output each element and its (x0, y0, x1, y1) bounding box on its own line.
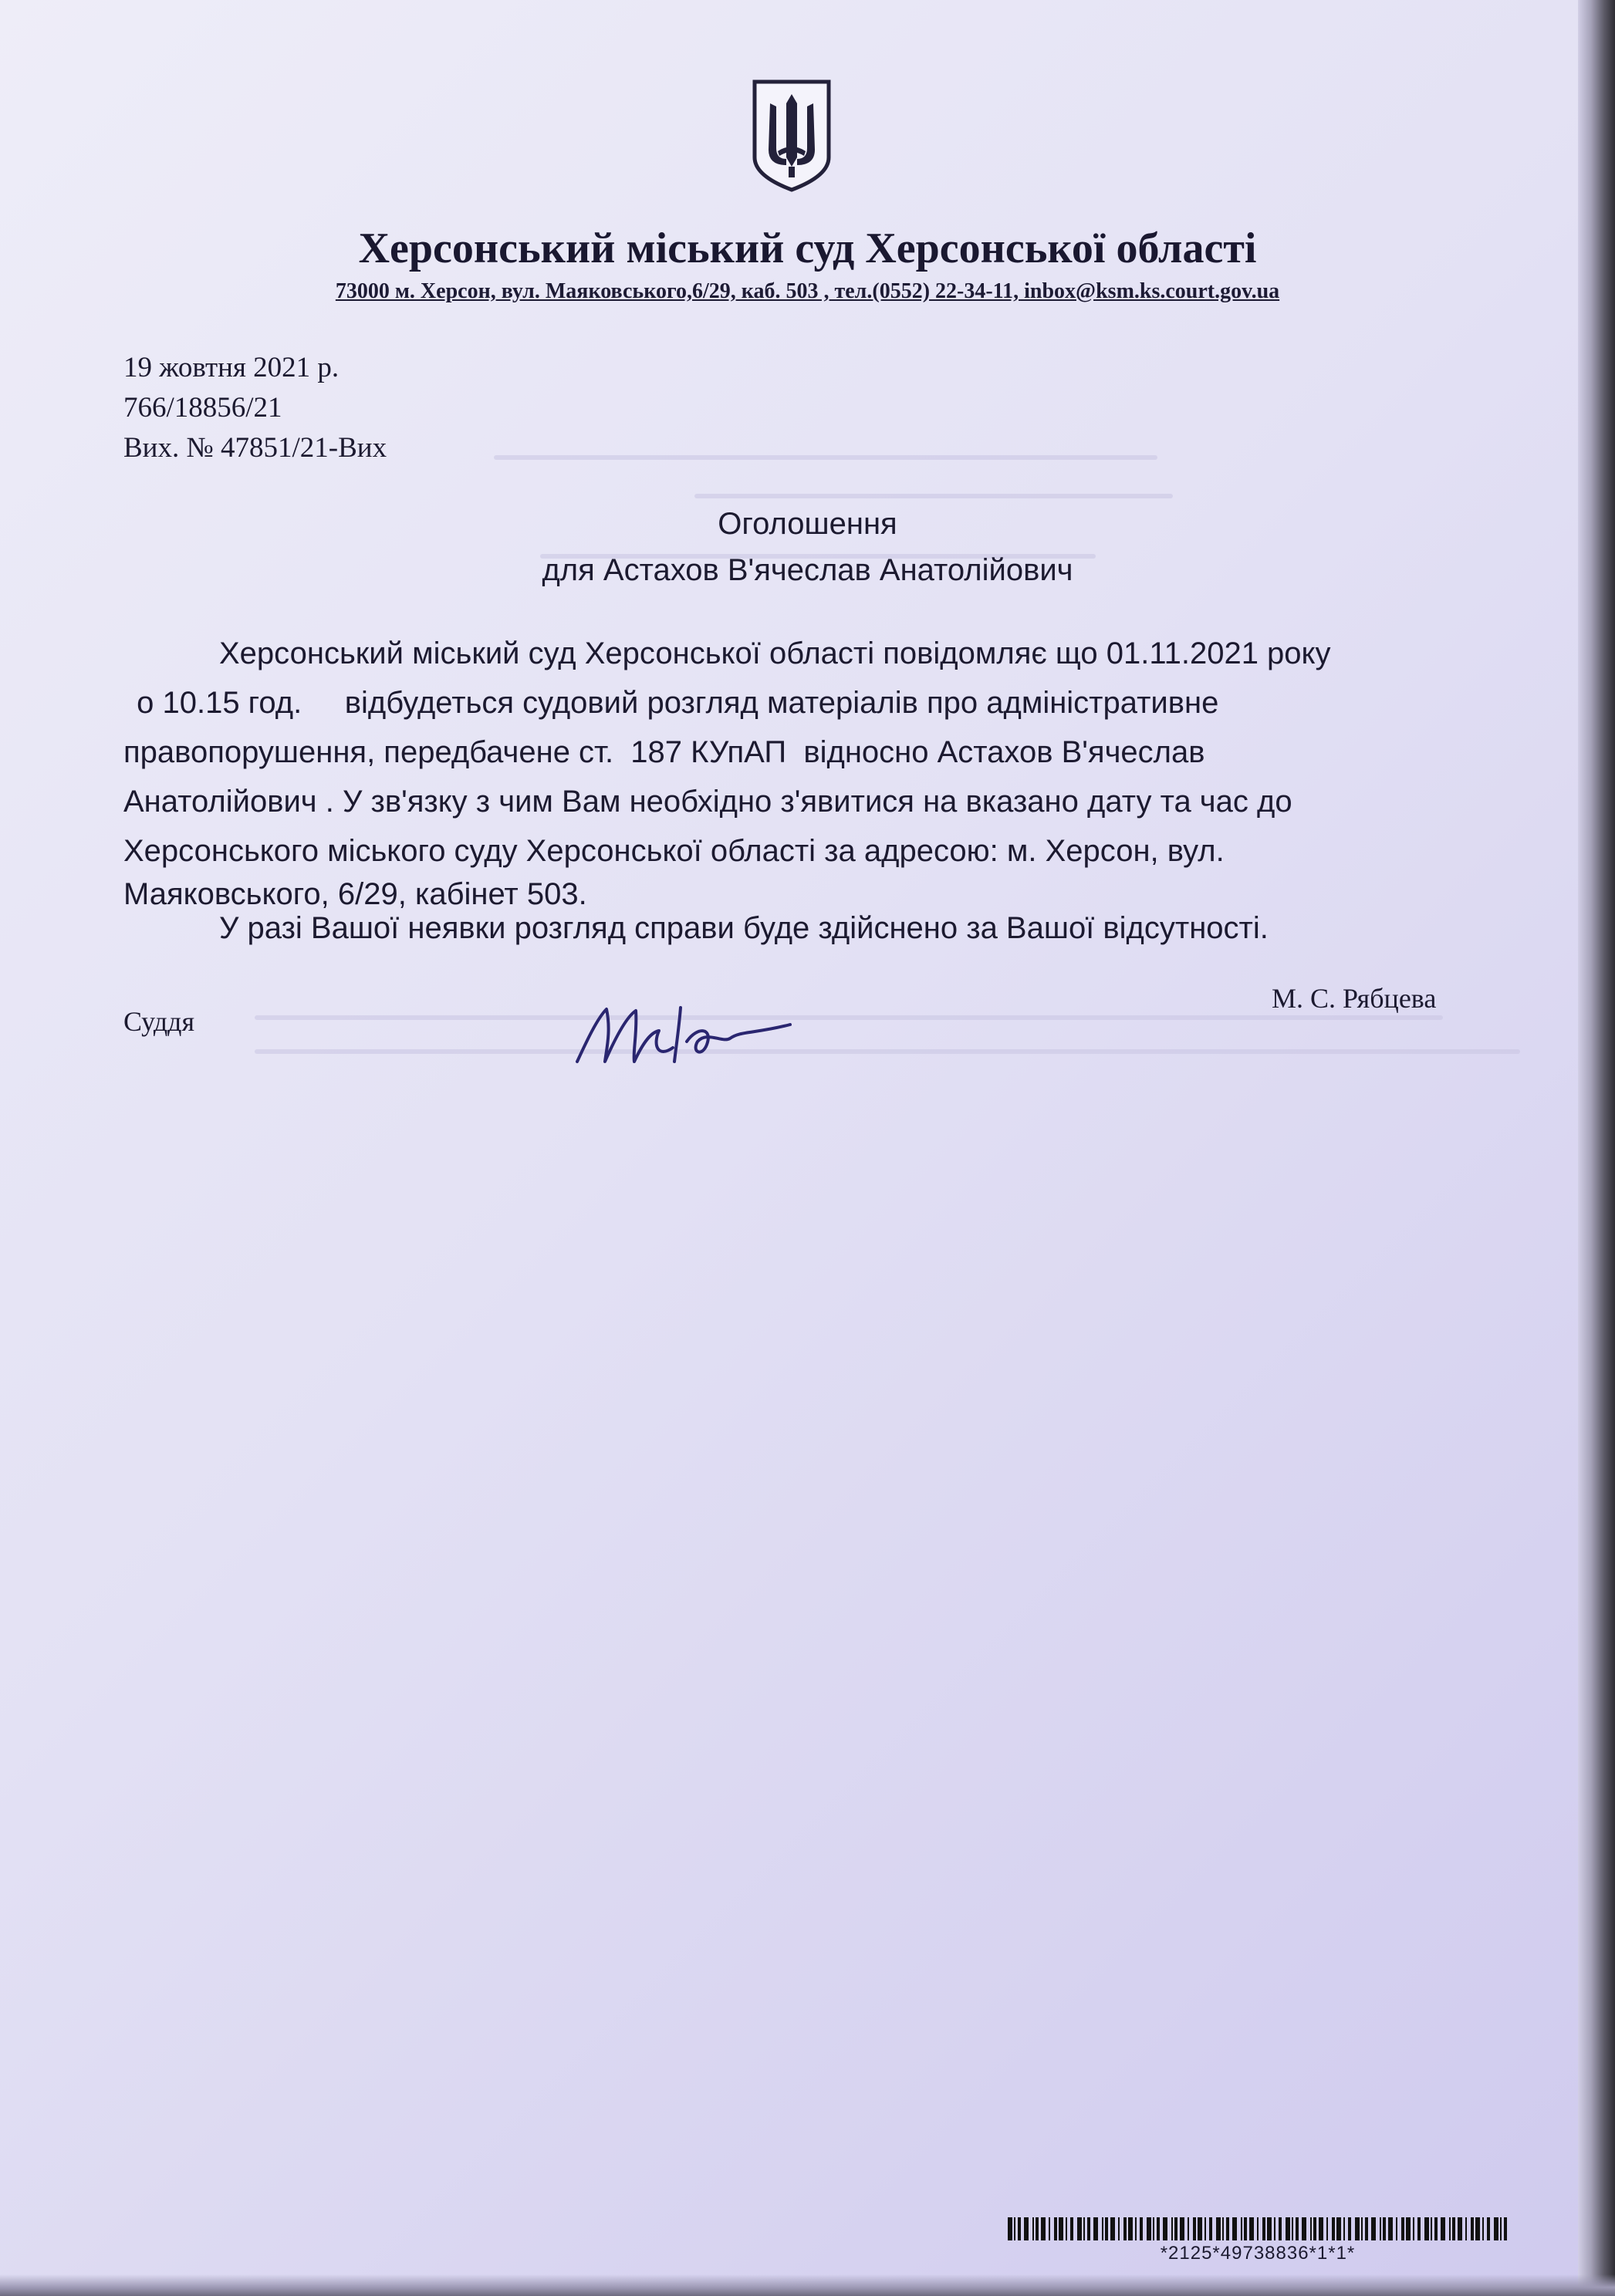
show-through-line (694, 494, 1173, 498)
recipient-line: для Астахов В'ячеслав Анатолійович (542, 553, 1073, 587)
case-number: 766/18856/21 (123, 392, 282, 424)
body-line: о 10.15 год. відбудеться судовий розгляд матеріалів про адміністративне (128, 686, 1219, 720)
body-line: У разі Вашої неявки розгляд справи буде здійснено за Вашої відсутності. (219, 911, 1269, 945)
signatory-name: М. С. Рябцева (1272, 983, 1437, 1014)
outgoing-number: Вих. № 47851/21-Вих (123, 432, 387, 464)
body-line: Анатолійович . У зв'язку з чим Вам необхідно з'явитися на вказано дату та час до (123, 785, 1292, 819)
body-line: правопорушення, передбачене ст. 187 КУпАП відносно Астахов В'ячеслав (123, 735, 1205, 769)
barcode-icon (1008, 2217, 1512, 2240)
court-name: Херсонський міський суд Херсонської області (358, 225, 1257, 272)
document-heading: Оголошення (718, 507, 897, 541)
letter-date: 19 жовтня 2021 р. (123, 352, 340, 383)
coat-of-arms-icon (750, 77, 833, 193)
show-through-line (255, 1015, 1443, 1020)
barcode-number: *2125*49738836*1*1* (1160, 2243, 1356, 2264)
body-line: Херсонський міський суд Херсонської області повідомляє що 01.11.2021 року (219, 636, 1331, 670)
court-address: 73000 м. Херсон, вул. Маяковського,6/29, каб. 503 , тел.(0552) 22-34-11, inbox@ksm.ks.court.gov.ua (335, 279, 1280, 303)
page-bottom-shadow (0, 2274, 1615, 2296)
body-line: Маяковського, 6/29, кабінет 503. (123, 877, 587, 911)
signatory-role: Суддя (123, 1006, 195, 1037)
page-edge-shadow (1578, 0, 1615, 2296)
handwritten-signature-icon (571, 988, 795, 1072)
show-through-line (494, 455, 1157, 460)
show-through-line (255, 1049, 1520, 1054)
body-line: Херсонського міського суду Херсонської області за адресою: м. Херсон, вул. (123, 834, 1225, 868)
